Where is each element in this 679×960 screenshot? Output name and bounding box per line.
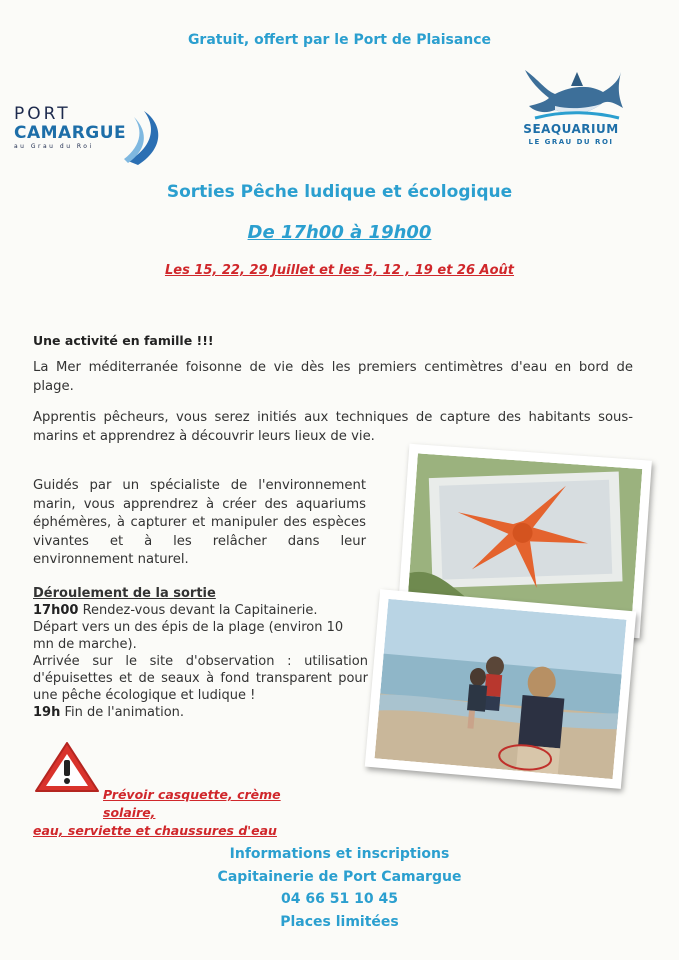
deroulement-line-2: Départ vers un des épis de la plage (environ 10 mn de marche). — [33, 620, 344, 652]
deroulement-line-1 — [33, 602, 368, 619]
dates: Les 15, 22, 29 Juillet et les 5, 12 , 19 et 26 Août — [164, 263, 515, 278]
beach-photo — [365, 589, 637, 789]
paragraph-3: Guidés par un spécialiste de l'environnement marin, vous apprendrez à créer des aquariums éphémères, à capturer et manipuler des espèces vivantes et à les relâcher dans leur environnement naturel. — [33, 478, 366, 567]
logo-port-text: PORT — [14, 104, 71, 124]
deroulement-section — [33, 585, 368, 721]
paragraph-1: La Mer méditerranée foisonne de vie dès les premiers centimètres d'eau en bord de plage. — [33, 360, 633, 394]
warning-text — [33, 786, 333, 840]
hours: De 17h00 à 19h00 — [247, 222, 432, 243]
rdv-text: Rendez-vous devant la Capitainerie. — [78, 603, 318, 618]
info-block — [0, 843, 679, 933]
seaquarium-logo — [515, 66, 627, 166]
deroulement-line-3: Arrivée sur le site d'observation : utilisation d'épuisettes et de seaux à fond transparent pour une pêche écologique et ludique ! — [33, 654, 368, 703]
sail-icon — [122, 109, 166, 167]
port-camargue-logo — [14, 105, 164, 175]
deroulement-heading: Déroulement de la sortie — [33, 586, 216, 601]
deroulement-line-4 — [33, 704, 368, 721]
intro-heading: Une activité en famille !!! — [33, 333, 214, 348]
warning-line-2: eau, serviette et chaussures d'eau — [33, 823, 277, 838]
page-title: Sorties Pêche ludique et écologique — [166, 182, 513, 202]
warning-line-1: Prévoir casquette, crème solaire, — [103, 787, 281, 820]
fin-text: Fin de l'animation. — [60, 705, 185, 720]
info-line-2: Capitainerie de Port Camargue — [217, 868, 462, 885]
seaquarium-sub: LE GRAU DU ROI — [528, 138, 614, 146]
info-line-4: Places limitées — [280, 913, 399, 930]
time-17h: 17h00 — [33, 603, 79, 618]
beach-image — [374, 599, 626, 779]
info-line-1: Informations et inscriptions — [229, 846, 450, 862]
logo-grau-text: au Grau du Roi — [14, 143, 94, 150]
logo-camargue-text: CAMARGUE — [14, 123, 127, 143]
top-credit: Gratuit, offert par le Port de Plaisance — [187, 32, 492, 48]
time-19h: 19h — [33, 705, 61, 720]
seaquarium-name: SEAQUARIUM — [523, 122, 619, 136]
info-phone: 04 66 51 10 45 — [281, 891, 398, 907]
paragraph-2: Apprentis pêcheurs, vous serez initiés aux techniques de capture des habitants sous-marins et apprendrez à découvrir leurs lieux de vie. — [33, 410, 633, 444]
shark-icon — [515, 66, 627, 122]
